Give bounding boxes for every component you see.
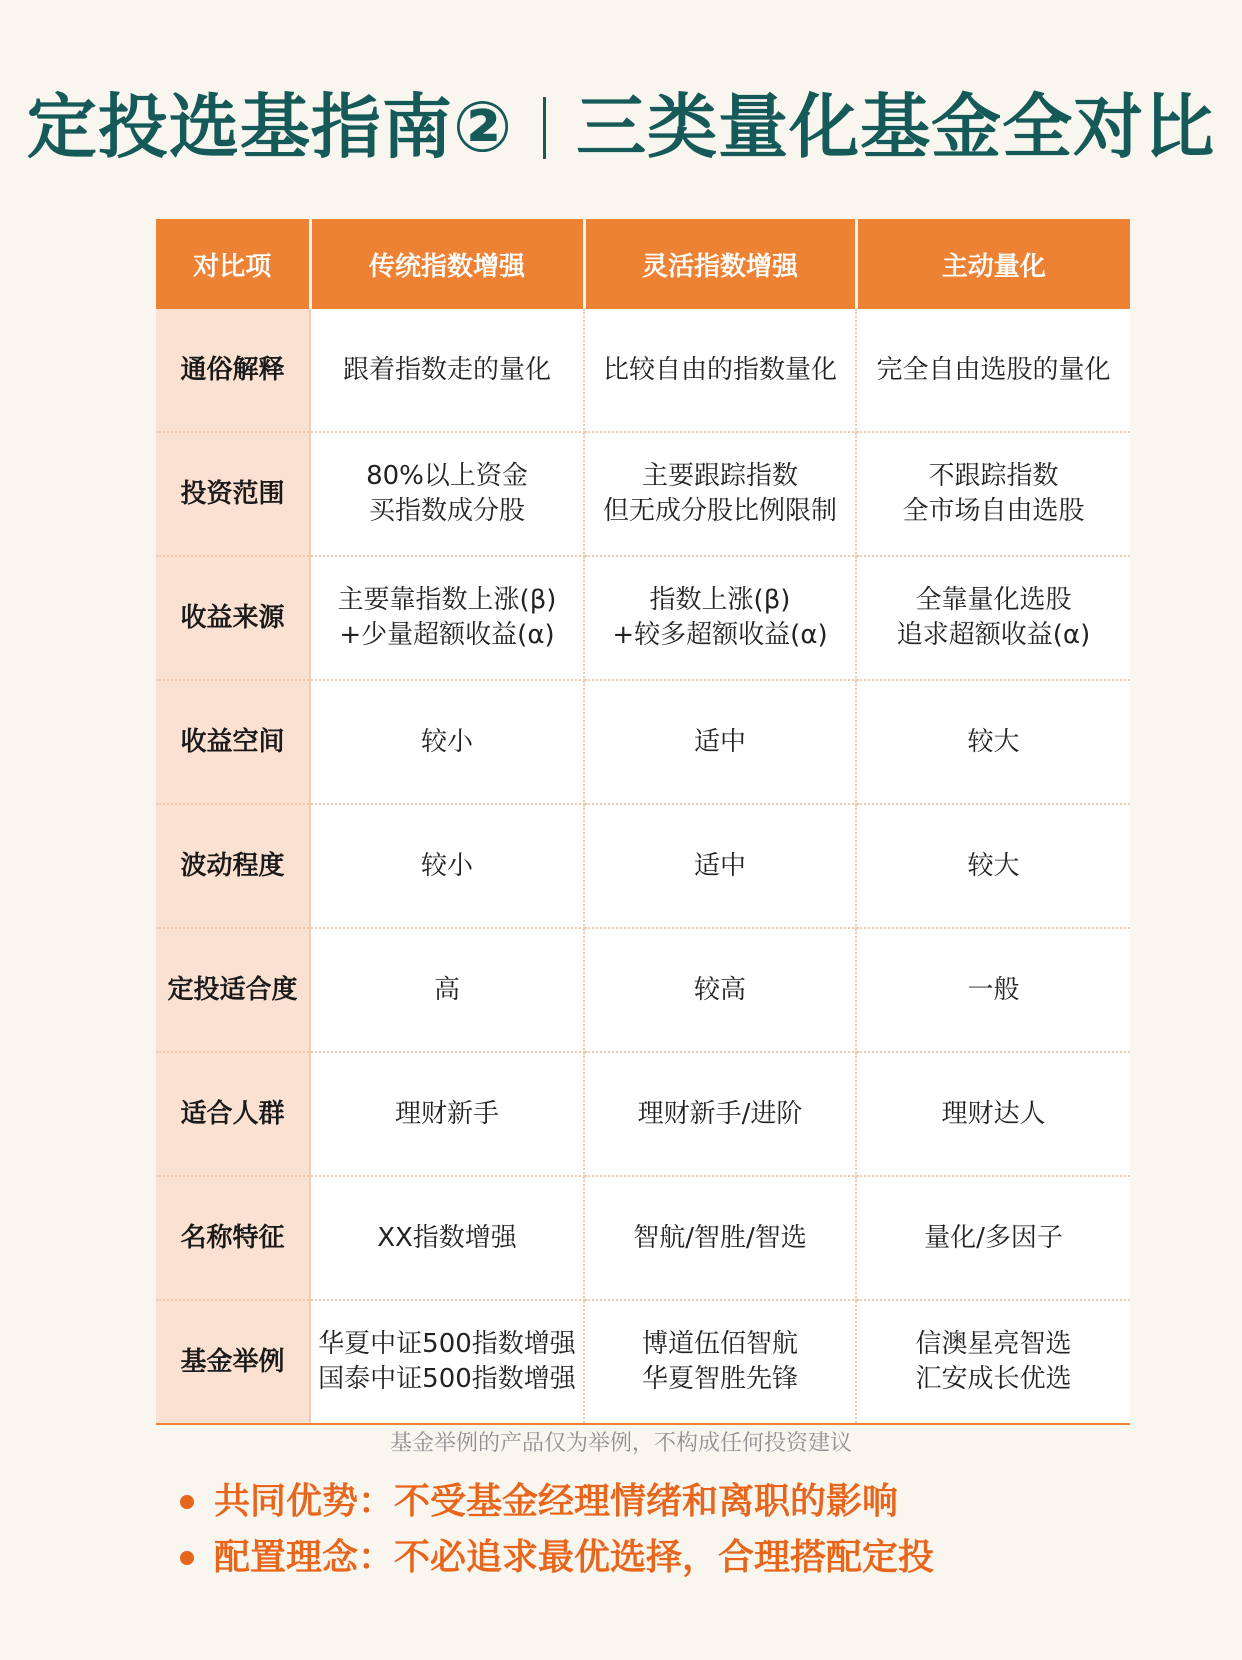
cell-line: 适中 — [693, 850, 746, 881]
table-cell — [584, 928, 856, 1052]
header-flexible-index-enhanced: 灵活指数增强 — [584, 219, 856, 309]
cell-line: 适中 — [693, 726, 746, 757]
cell-line: 较大 — [967, 850, 1020, 881]
table-cell — [584, 1176, 856, 1300]
table-row — [156, 804, 1130, 928]
header-active-quant: 主动量化 — [856, 219, 1130, 309]
key-points — [180, 1474, 934, 1586]
cell-line: 高 — [433, 974, 460, 1005]
disclaimer: 基金举例的产品仅为举例，不构成任何投资建议 — [389, 1431, 852, 1456]
table-cell — [310, 928, 584, 1052]
cell-line: +较多超额收益(α) — [612, 620, 828, 650]
table-cell — [584, 804, 856, 928]
row-label: 适合人群 — [156, 1052, 310, 1176]
table-cell — [310, 556, 584, 680]
cell-line: 量化/多因子 — [924, 1222, 1063, 1253]
table-cell — [310, 680, 584, 804]
table-cell — [584, 309, 856, 432]
row-label: 基金举例 — [156, 1300, 310, 1424]
cell-line: +少量超额收益(α) — [339, 620, 555, 650]
cell-line: 华夏智胜先锋 — [641, 1364, 798, 1394]
row-label: 收益空间 — [156, 680, 310, 804]
title-left: 定投选基指南② — [26, 86, 514, 168]
cell-line: 理财新手 — [394, 1098, 499, 1129]
table-cell — [856, 432, 1130, 556]
cell-line: XX指数增强 — [377, 1222, 517, 1253]
table-cell — [310, 1052, 584, 1176]
key-point-text: 配置理念：不必追求最优选择，合理搭配定投 — [214, 1537, 935, 1578]
cell-line: 全市场自由选股 — [902, 496, 1085, 526]
cell-line: 较小 — [420, 850, 473, 881]
header-item: 对比项 — [156, 219, 310, 309]
row-label: 波动程度 — [156, 804, 310, 928]
table-cell — [584, 1052, 856, 1176]
key-point-allocation-concept — [180, 1530, 934, 1586]
cell-line: 全靠量化选股 — [915, 585, 1072, 615]
table-cell — [310, 309, 584, 432]
bullet-dot-icon — [180, 1495, 194, 1509]
table-cell — [310, 432, 584, 556]
bullet-dot-icon — [180, 1551, 194, 1565]
table-cell — [584, 556, 856, 680]
cell-line: 完全自由选股的量化 — [876, 354, 1111, 385]
row-label: 收益来源 — [156, 556, 310, 680]
page-title — [0, 82, 1242, 172]
cell-line: 但无成分股比例限制 — [602, 496, 837, 526]
cell-line: 较小 — [420, 726, 473, 757]
table-body — [156, 309, 1130, 1424]
table-row — [156, 928, 1130, 1052]
table-row — [156, 680, 1130, 804]
table-cell — [856, 1300, 1130, 1424]
cell-line: 主要跟踪指数 — [641, 461, 798, 491]
header-traditional-index-enhanced: 传统指数增强 — [310, 219, 584, 309]
table-cell — [584, 680, 856, 804]
cell-line: 一般 — [967, 974, 1020, 1005]
table-cell — [310, 1300, 584, 1424]
cell-line: 比较自由的指数量化 — [602, 354, 837, 385]
table-row — [156, 432, 1130, 556]
table-cell — [310, 1176, 584, 1300]
table-row — [156, 309, 1130, 432]
title-separator — [543, 97, 546, 159]
cell-line: 买指数成分股 — [368, 496, 525, 526]
cell-line: 信澳星亮智选 — [915, 1329, 1072, 1359]
row-label: 投资范围 — [156, 432, 310, 556]
cell-line: 国泰中证500指数增强 — [318, 1364, 576, 1394]
table-cell — [856, 928, 1130, 1052]
row-label: 名称特征 — [156, 1176, 310, 1300]
cell-line: 主要靠指数上涨(β) — [337, 585, 557, 615]
cell-line: 理财达人 — [941, 1098, 1046, 1129]
table-cell — [856, 804, 1130, 928]
key-point-text: 共同优势：不受基金经理情绪和离职的影响 — [214, 1481, 899, 1522]
cell-line: 理财新手/进阶 — [637, 1098, 803, 1129]
cell-line: 较大 — [967, 726, 1020, 757]
comparison-table — [156, 219, 1130, 1425]
table-cell — [856, 1052, 1130, 1176]
cell-line: 博道伍佰智航 — [641, 1329, 798, 1359]
cell-line: 汇安成长优选 — [915, 1364, 1072, 1394]
row-label: 通俗解释 — [156, 309, 310, 432]
table-row — [156, 556, 1130, 680]
cell-line: 智航/智胜/智选 — [633, 1222, 807, 1253]
table-row — [156, 1300, 1130, 1424]
table-cell — [856, 680, 1130, 804]
table-cell — [856, 1176, 1130, 1300]
cell-line: 追求超额收益(α) — [896, 620, 1091, 650]
table-row — [156, 1052, 1130, 1176]
table-cell — [856, 556, 1130, 680]
cell-line: 较高 — [693, 974, 746, 1005]
cell-line: 80%以上资金 — [366, 461, 528, 491]
cell-line: 跟着指数走的量化 — [342, 354, 551, 385]
cell-line: 华夏中证500指数增强 — [318, 1329, 576, 1359]
table-row — [156, 1176, 1130, 1300]
table-cell — [856, 309, 1130, 432]
cell-line: 不跟踪指数 — [928, 461, 1059, 491]
row-label: 定投适合度 — [156, 928, 310, 1052]
table-header-row — [156, 219, 1130, 309]
cell-line: 指数上涨(β) — [649, 585, 791, 615]
table-cell — [584, 432, 856, 556]
title-right: 三类量化基金全对比 — [576, 86, 1216, 168]
table-cell — [310, 804, 584, 928]
table-cell — [584, 1300, 856, 1424]
key-point-common-advantage — [180, 1474, 934, 1530]
